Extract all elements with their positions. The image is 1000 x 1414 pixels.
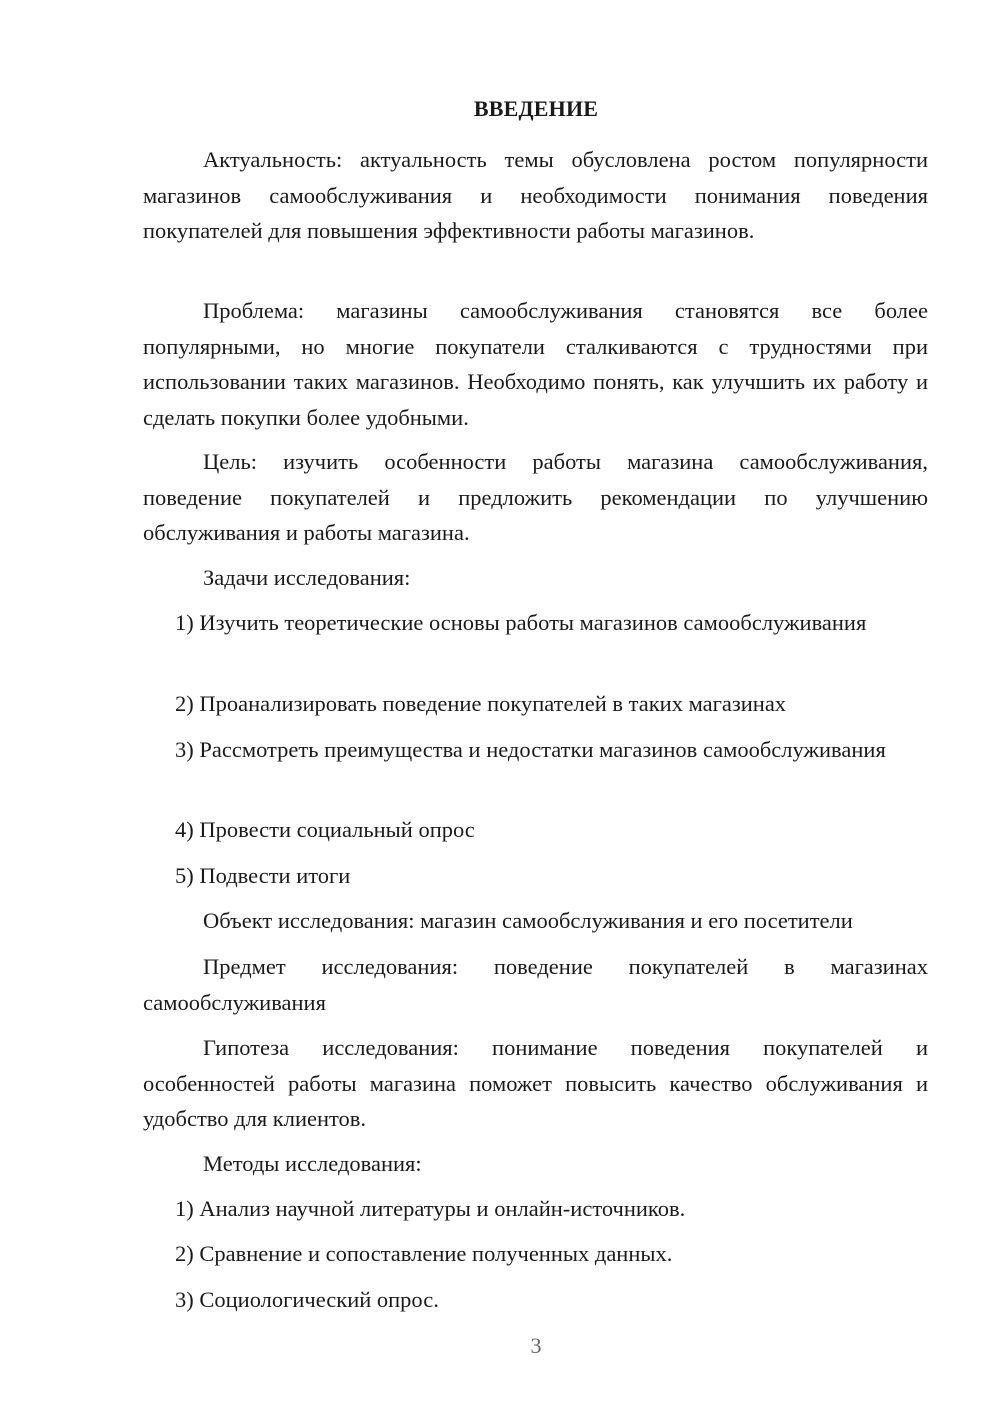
paragraph-hypothesis: Гипотеза исследования: понимание поведения покупателей и особенностей работы магазина поможет повысить качество обслуживания и удобство для клиентов. (143, 1035, 928, 1131)
section-title: ВВЕДЕНИЕ (473, 96, 599, 121)
task-item: 1) Изучить теоретические основы работы магазинов самообслуживания (175, 610, 867, 635)
paragraph-object: Объект исследования: магазин самообслуживания и его посетители (203, 908, 853, 933)
task-item: 4) Провести социальный опрос (175, 817, 475, 842)
task-item: 3) Рассмотреть преимущества и недостатки магазинов самообслуживания (175, 737, 886, 762)
task-item: 5) Подвести итоги (175, 863, 351, 888)
method-item: 2) Сравнение и сопоставление полученных данных. (175, 1241, 673, 1266)
methods-heading: Методы исследования: (203, 1151, 422, 1176)
tasks-heading: Задачи исследования: (203, 565, 411, 590)
paragraph-subject: Предмет исследования: поведение покупателей в магазинах самообслуживания (143, 954, 928, 1015)
task-item: 2) Проанализировать поведение покупателей в таких магазинах (175, 691, 787, 716)
method-item: 3) Социологический опрос. (175, 1287, 439, 1312)
paragraph-relevance: Актуальность: актуальность темы обусловлена ростом популярности магазинов самообслуживания и необходимости понимания поведения покупателей для повышения эффективности работы магазинов. (143, 147, 928, 243)
page-number: 3 (530, 1333, 542, 1358)
paragraph-problem: Проблема: магазины самообслуживания становятся все более популярными, но многие покупатели сталкиваются с трудностями при использовании таких магазинов. Необходимо понять, как улучшить их работу и сделать покупки более удобными. (143, 298, 928, 430)
method-item: 1) Анализ научной литературы и онлайн-источников. (175, 1196, 686, 1221)
paragraph-goal: Цель: изучить особенности работы магазина самообслуживания, поведение покупателей и предложить рекомендации по улучшению обслуживания и работы магазина. (143, 449, 928, 545)
